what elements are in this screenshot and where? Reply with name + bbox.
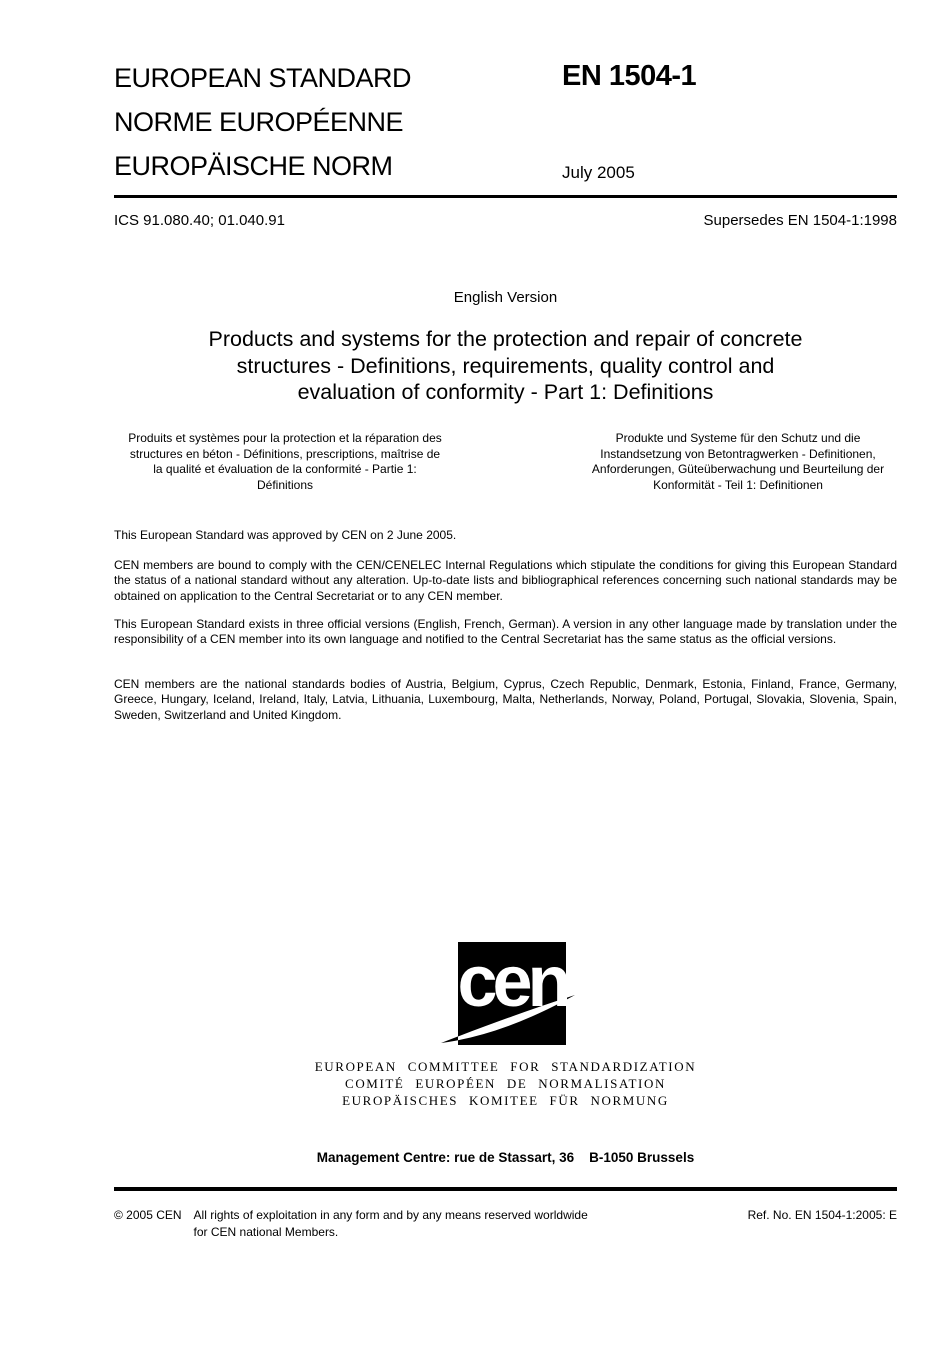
committee-line-de: EUROPÄISCHES KOMITEE FÜR NORMUNG — [342, 1093, 669, 1108]
designation-en: EUROPEAN STANDARD — [114, 63, 412, 93]
ics-code: ICS 91.080.40; 01.040.91 — [114, 212, 285, 229]
rights-statement: All rights of exploitation in any form and by any means reserved worldwide for CEN national Members. — [193, 1208, 588, 1239]
management-centre-address: Management Centre: rue de Stassart, 36 B-1050 Brussels — [316, 1150, 695, 1165]
translated-titles — [114, 431, 897, 493]
designation-de: EUROPÄISCHE NORM — [114, 151, 393, 181]
standard-number: EN 1504-1 — [562, 60, 697, 92]
versions-paragraph: This European Standard exists in three official versions (English, French, German). A version in any other language made by translation under the responsibility of a CEN member into its own language and notified to the Central Secretariat has the same status as the official versions. — [114, 617, 897, 647]
title-fr-line: Produits et systèmes pour la protection et la réparation des — [128, 431, 442, 445]
version-label: English Version — [453, 289, 558, 306]
committee-line-fr: COMITÉ EUROPÉEN DE NORMALISATION — [345, 1076, 666, 1091]
title-line: structures - Definitions, requirements, quality control and — [236, 353, 775, 378]
title-fr-line: Définitions — [256, 477, 314, 492]
reference-number: Ref. No. EN 1504-1:2005: E — [747, 1208, 897, 1222]
title-line: evaluation of conformity - Part 1: Definitions — [297, 380, 714, 404]
document-title — [114, 326, 897, 406]
title-german — [579, 431, 897, 493]
publication-date: July 2005 — [562, 163, 635, 182]
title-line: Products and systems for the protection and repair of concrete — [208, 327, 803, 351]
footer-rule — [114, 1187, 897, 1191]
committee-line-en: EUROPEAN COMMITTEE FOR STANDARDIZATION — [314, 1059, 697, 1074]
title-de-line: Konformität - Teil 1: Definitionen — [653, 477, 823, 492]
footer — [114, 1207, 897, 1240]
cen-wordmark: cen — [457, 942, 567, 1022]
copyright-notice: © 2005 CEN — [114, 1208, 182, 1222]
designation-fr: NORME EUROPÉENNE — [114, 107, 404, 137]
title-french — [114, 431, 456, 493]
regulations-paragraph: CEN members are bound to comply with the CEN/CENELEC Internal Regulations which stipulate the conditions for giving this European Standard the status of a national standard without any alteration. Up-to-date lists and bibliographical references concerning such national standards may be obtained on application to the Central Secretariat or to any CEN member. — [114, 558, 897, 603]
committee-names — [114, 1058, 897, 1109]
title-fr-line: structures en béton - Définitions, prescriptions, maîtrise de — [129, 446, 441, 461]
title-de-line: Instandsetzung von Betontragwerken - Definitionen, — [600, 446, 876, 461]
cen-logo-icon — [441, 938, 581, 1052]
supersedes-note: Supersedes EN 1504-1:1998 — [703, 212, 897, 229]
title-de-line: Produkte und Systeme für den Schutz und die — [615, 431, 861, 445]
standard-designation — [114, 56, 411, 188]
title-de-line: Anforderungen, Güteüberwachung und Beurteilung der — [591, 462, 885, 477]
ics-row — [114, 212, 897, 229]
members-paragraph: CEN members are the national standards bodies of Austria, Belgium, Cyprus, Czech Republic, Denmark, Estonia, Finland, France, Germany, Greece, Hungary, Iceland, Ireland, Italy, Latvia, Lithuania, Luxembourg, Malta, Netherlands, Norway, Poland, Portugal, Slovakia, Slovenia, Spain, Sweden, Switzerland and United Kingdom. — [114, 677, 897, 722]
title-fr-line: la qualité et évaluation de la conformité - Partie 1: — [153, 462, 417, 477]
approval-paragraph: This European Standard was approved by CEN on 2 June 2005. — [114, 528, 457, 542]
header-rule — [114, 195, 897, 198]
